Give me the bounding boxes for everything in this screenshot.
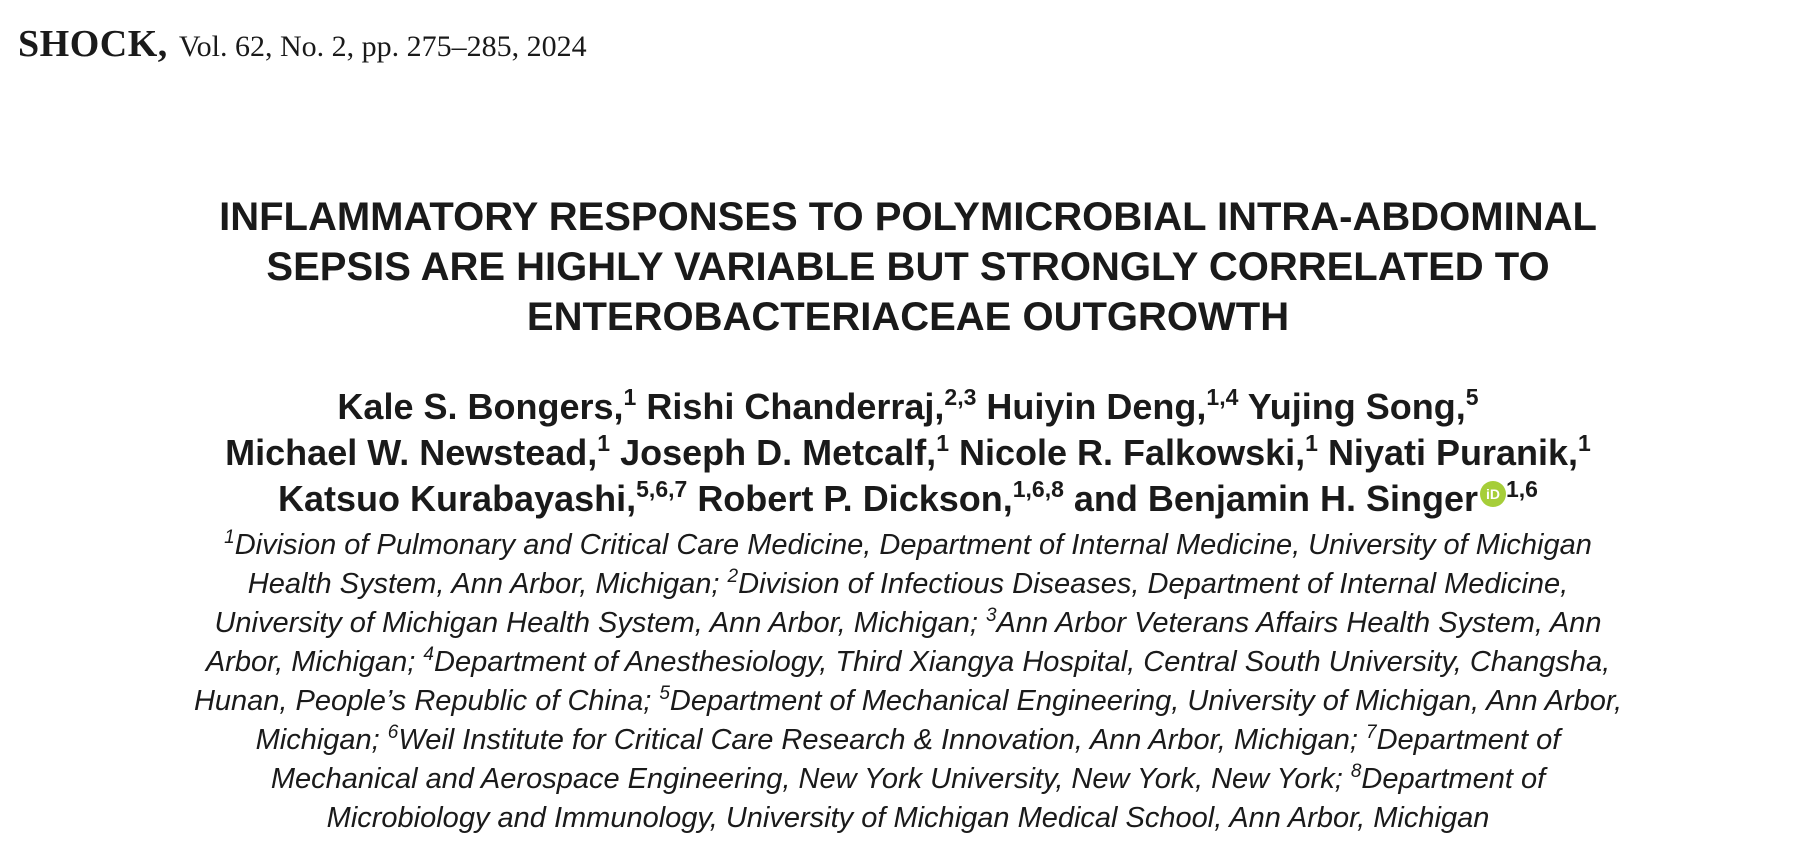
affiliation-line <box>0 799 1816 838</box>
affiliation-text: Ann Arbor Veterans Affairs Health System, Ann <box>996 607 1602 639</box>
affiliation-line <box>0 604 1816 643</box>
affiliation-text: Division of Pulmonary and Critical Care Medicine, Department of Internal Medicine, University of Michigan <box>234 529 1592 561</box>
author-name: Niyati Puranik, <box>1327 432 1579 473</box>
affiliation-text: Arbor, Michigan; <box>205 646 424 678</box>
author-name: Robert P. Dickson, <box>697 478 1013 519</box>
orcid-icon[interactable]: iD <box>1480 481 1506 507</box>
title-line: INFLAMMATORY RESPONSES TO POLYMICROBIAL INTRA-ABDOMINAL <box>219 195 1597 239</box>
affiliation-number: 2 <box>727 566 739 587</box>
author-affiliation-ref: 1 <box>936 430 949 456</box>
author-affiliation-ref: 1 <box>623 384 637 410</box>
author-line <box>0 476 1816 522</box>
author-name: Kale S. Bongers, <box>337 386 624 427</box>
affiliation-text: Department of Anesthesiology, Third Xiangya Hospital, Central South University, Changsha, <box>434 646 1611 678</box>
author-name: Yujing Song, <box>1247 386 1466 427</box>
author-affiliation-ref: 1 <box>597 430 611 456</box>
author-affiliation-ref: 1,4 <box>1206 384 1239 410</box>
author-name: and Benjamin H. Singer <box>1073 478 1478 519</box>
affiliation-list <box>0 526 1816 838</box>
affiliation-line <box>0 526 1816 565</box>
affiliation-text: Mechanical and Aerospace Engineering, New York University, New York, New York; <box>270 763 1351 795</box>
journal-name: SHOCK, <box>18 23 168 65</box>
affiliation-line <box>0 682 1816 721</box>
author-list <box>0 384 1816 522</box>
author-name: Michael W. Newstead, <box>225 432 598 473</box>
author-name: Rishi Chanderraj, <box>646 386 945 427</box>
affiliation-text: Microbiology and Immunology, University of Michigan Medical School, Ann Arbor, Michigan <box>326 802 1490 834</box>
affiliation-number: 4 <box>423 644 434 665</box>
affiliation-text: Health System, Ann Arbor, Michigan; <box>247 568 728 600</box>
article-title <box>0 192 1816 342</box>
affiliation-line <box>0 565 1816 604</box>
author-affiliation-ref: 1,6 <box>1505 476 1538 502</box>
title-line: ENTEROBACTERIACEAE OUTGROWTH <box>526 295 1290 339</box>
author-name: Katsuo Kurabayashi, <box>278 478 637 519</box>
article-header <box>0 192 1816 838</box>
affiliation-number: 1 <box>224 527 235 548</box>
author-affiliation-ref: 1,6,8 <box>1012 476 1064 502</box>
affiliation-number: 8 <box>1350 761 1362 782</box>
affiliation-text: Michigan; <box>255 724 388 756</box>
journal-citation: Vol. 62, No. 2, pp. 275–285, 2024 <box>178 30 587 63</box>
affiliation-text: Department of <box>1376 724 1561 756</box>
author-line <box>0 430 1816 476</box>
author-name: Joseph D. Metcalf, <box>620 432 937 473</box>
author-name: Huiyin Deng, <box>986 386 1207 427</box>
affiliation-number: 6 <box>387 722 399 743</box>
affiliation-line <box>0 760 1816 799</box>
affiliation-text: Weil Institute for Critical Care Research & Innovation, Ann Arbor, Michigan; <box>398 724 1367 756</box>
affiliation-number: 3 <box>985 605 997 626</box>
affiliation-text: Department of <box>1361 763 1546 795</box>
affiliation-number: 7 <box>1366 722 1377 743</box>
author-affiliation-ref: 2,3 <box>944 384 977 410</box>
author-affiliation-ref: 1 <box>1578 430 1591 456</box>
author-affiliation-ref: 1 <box>1305 430 1318 456</box>
author-name: Nicole R. Falkowski, <box>959 432 1306 473</box>
author-affiliation-ref: 5,6,7 <box>636 476 688 502</box>
affiliation-text: Hunan, People’s Republic of China; <box>193 685 660 717</box>
affiliation-text: Division of Infectious Diseases, Department of Internal Medicine, <box>738 568 1569 600</box>
affiliation-text: University of Michigan Health System, Ann Arbor, Michigan; <box>214 607 986 639</box>
journal-header <box>18 22 587 66</box>
author-affiliation-ref: 5 <box>1465 384 1479 410</box>
affiliation-text: Department of Mechanical Engineering, University of Michigan, Ann Arbor, <box>669 685 1623 717</box>
title-line: SEPSIS ARE HIGHLY VARIABLE BUT STRONGLY CORRELATED TO <box>266 245 1550 289</box>
affiliation-line <box>0 721 1816 760</box>
author-line <box>0 384 1816 430</box>
affiliation-line <box>0 643 1816 682</box>
affiliation-number: 5 <box>659 683 670 704</box>
